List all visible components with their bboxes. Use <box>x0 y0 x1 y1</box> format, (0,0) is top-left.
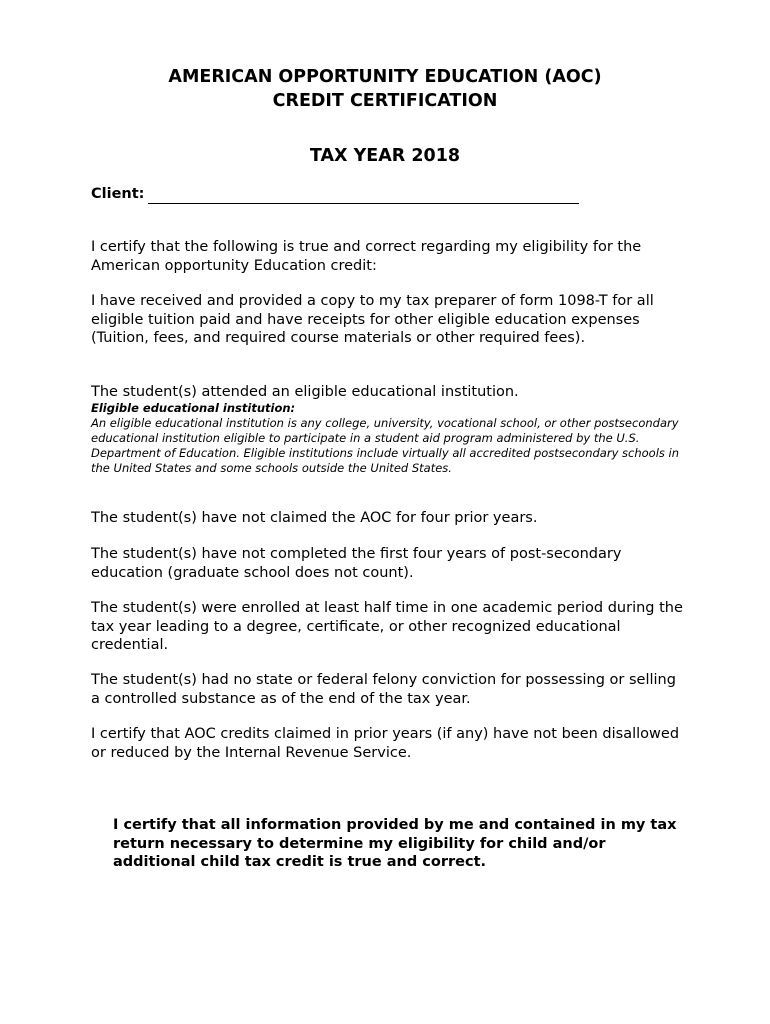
no-felony-statement: The student(s) had no state or federal felony conviction for possessing or selling a controlled substance as of the end of the tax year. <box>91 672 676 707</box>
client-field-row <box>91 184 579 204</box>
form-1098t-statement: I have received and provided a copy to my tax preparer of form 1098-T for all eligible tuition paid and have receipts for other eligible education expenses (Tuition, fees, and required course materials or other required fees). <box>91 293 654 346</box>
final-certification: I certify that all information provided by me and contained in my tax return necessary to determine my eligibility for child and/or additional child tax credit is true and correct. <box>113 817 677 870</box>
document-title-line-2: CREDIT CERTIFICATION <box>272 91 498 111</box>
definition-body: An eligible educational institution is any college, university, vocational school, or other postsecondary educational institution eligible to participate in a student aid program administered by the U.S. Department of Education. Eligible institutions include virtually all accredited postsecondary schools in the United States and some schools outside the United States. <box>91 416 680 475</box>
definition-heading: Eligible educational institution: <box>91 401 296 415</box>
eligible-institution-statement: The student(s) attended an eligible educational institution. <box>91 384 519 400</box>
not-claimed-statement: The student(s) have not claimed the AOC for four prior years. <box>91 510 538 526</box>
half-time-statement: The student(s) were enrolled at least half time in one academic period during the tax year leading to a degree, certificate, or other recognized educational credential. <box>91 600 683 653</box>
client-label: Client: <box>91 186 145 202</box>
tax-year-heading: TAX YEAR 2018 <box>309 146 461 166</box>
not-disallowed-statement: I certify that AOC credits claimed in prior years (if any) have not been disallowed or reduced by the Internal Revenue Service. <box>91 726 680 761</box>
not-completed-statement: The student(s) have not completed the first four years of post-secondary education (graduate school does not count). <box>91 546 622 581</box>
document-title-line-1: AMERICAN OPPORTUNITY EDUCATION (AOC) <box>168 67 602 87</box>
client-signature-line[interactable] <box>148 188 579 204</box>
intro-statement: I certify that the following is true and correct regarding my eligibility for the American opportunity Education credit: <box>91 239 642 274</box>
